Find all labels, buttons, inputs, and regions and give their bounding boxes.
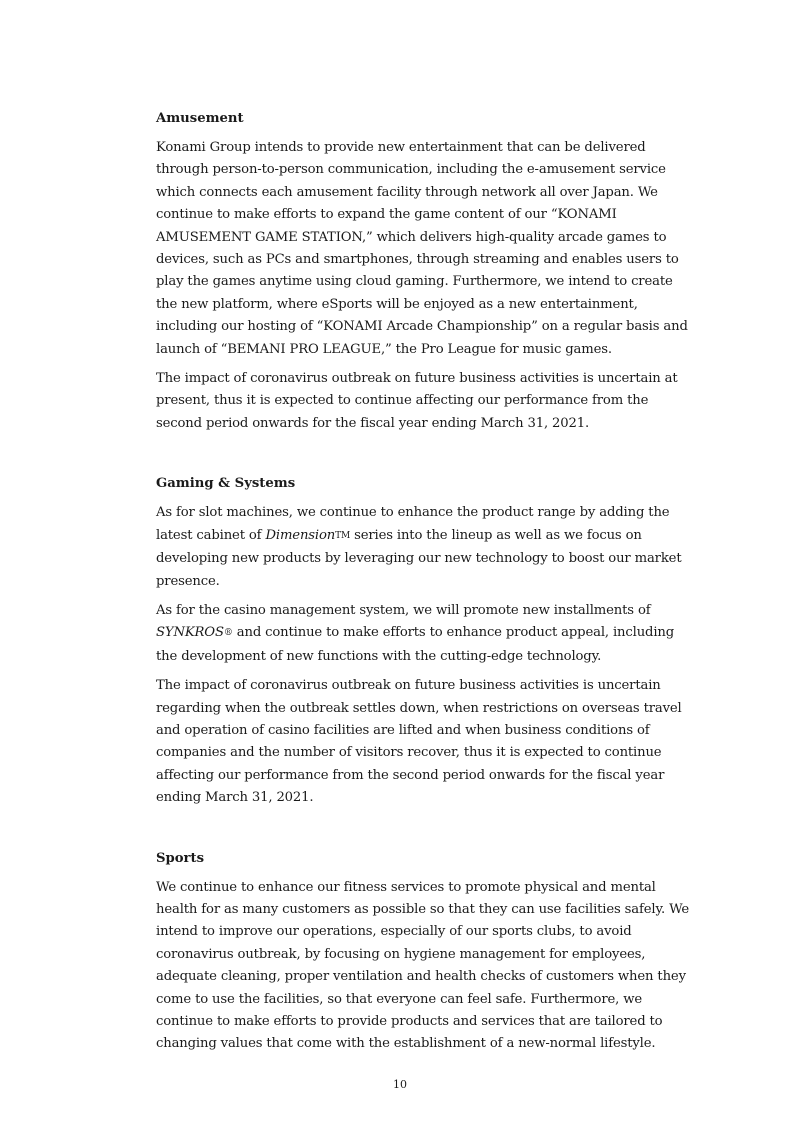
section-heading-sports: Sports xyxy=(156,850,205,866)
gaming-p1-text-after: series into the lineup as well as we focus on developing new products by leveraging our new technology to boost our market presence. xyxy=(156,527,682,589)
product-name-synkros: SYNKROS xyxy=(156,625,224,641)
gaming-p2-text-after: and continue to make efforts to enhance product appeal, including the development of new functions with the cutting-edge technology. xyxy=(156,625,675,664)
amusement-paragraph-2: The impact of coronavirus outbreak on future business activities is uncertain at present, thus it is expected to continue affecting our performance from the second period onwards for the fiscal year ending March 31, 2021. xyxy=(156,371,678,431)
section-heading-amusement: Amusement xyxy=(156,111,244,126)
gaming-p1-text-before: As for slot machines, we continue to enhance the product range by adding the latest cabinet of xyxy=(156,505,670,543)
gaming-paragraph-2 xyxy=(156,600,692,668)
product-name-dimension: Dimension xyxy=(265,527,336,543)
section-amusement xyxy=(156,108,692,435)
section-sports xyxy=(156,848,692,1056)
gaming-paragraph-3: The impact of coronavirus outbreak on future business activities is uncertain regarding when the outbreak settles down, when restrictions on overseas travel and operation of casino facilities are lifted and when business conditions of companies and the number of visitors recover, thus it is expected to continue affecting our performance from the second period onwards for the fiscal year ending March 31, 2021. xyxy=(156,678,682,806)
section-spacer xyxy=(156,817,692,848)
amusement-paragraph-1: Konami Group intends to provide new entertainment that can be delivered through person-to-person communication, including the e-amusement service which connects each amusement facility through network all over Japan. We continue to make efforts to expand the game content of our “KONAMI AMUSEMENT GAME STATION,” which delivers high-quality arcade games to devices, such as PCs and smartphones, through streaming and enables users to play the games anytime using cloud gaming. Furthermore, we intend to create the new platform, where eSports will be enjoyed as a new entertainment, including our hosting of “KONAMI Arcade Championship” on a regular basis and launch of “BEMANI PRO LEAGUE,” the Pro League for music games. xyxy=(156,140,688,357)
section-heading-gaming-systems: Gaming & Systems xyxy=(156,476,296,492)
section-spacer xyxy=(156,442,692,473)
document-body xyxy=(156,108,692,1063)
gaming-paragraph-1 xyxy=(156,502,692,593)
registered-mark: ® xyxy=(223,628,233,639)
page-number: 10 xyxy=(393,1078,407,1091)
trademark-mark: TM xyxy=(335,530,351,541)
sports-paragraph-1: We continue to enhance our fitness services to promote physical and mental health for as many customers as possible so that they can use facilities safely. We intend to improve our operations, especially of our sports clubs, to avoid coronavirus outbreak, by focusing on hygiene management for employees, adequate cleaning, proper ventilation and health checks of customers when they come to use the facilities, so that everyone can feel safe. Furthermore, we continue to make efforts to provide products and services that are tailored to changing values that come with the establishment of a new-normal lifestyle. xyxy=(156,879,690,1052)
section-gaming-systems xyxy=(156,473,692,809)
gaming-p2-text-before: As for the casino management system, we will promote new installments of xyxy=(156,602,651,618)
